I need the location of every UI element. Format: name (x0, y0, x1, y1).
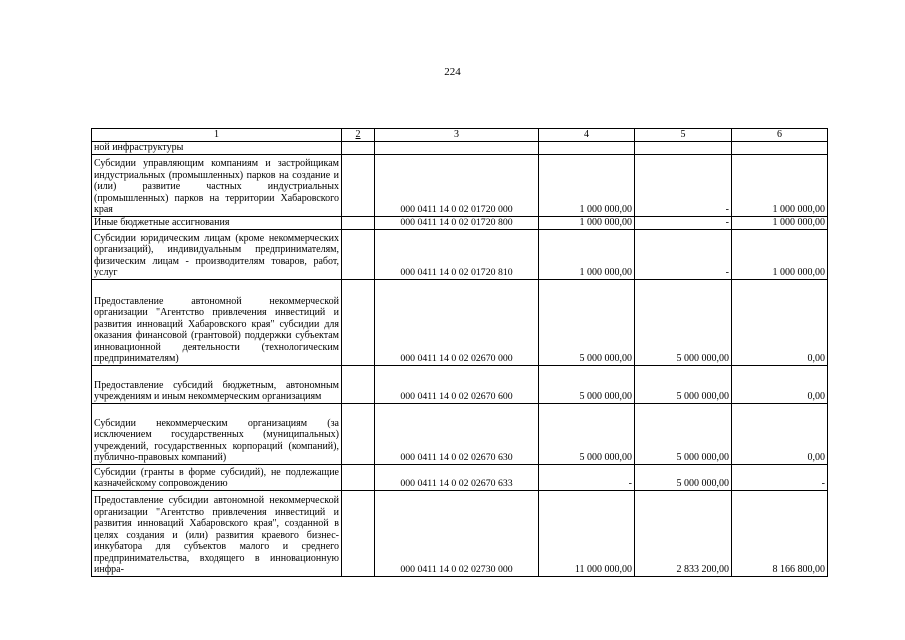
row-code (375, 142, 539, 155)
table-row (92, 464, 828, 490)
row-code: 000 0411 14 0 02 02670 600 (375, 365, 539, 403)
row-col4-amount: 11 000 000,00 (539, 490, 635, 576)
row-description: Иные бюджетные ассигнования (92, 216, 342, 229)
row-code: 000 0411 14 0 02 02670 630 (375, 403, 539, 464)
row-code: 000 0411 14 0 02 01720 000 (375, 154, 539, 216)
row-col2 (342, 490, 375, 576)
table-row (92, 142, 828, 155)
row-col2 (342, 216, 375, 229)
row-col4-amount: - (539, 464, 635, 490)
row-col5-amount: - (635, 216, 732, 229)
column-header: 3 (375, 129, 539, 142)
table-row (92, 490, 828, 576)
row-col2 (342, 403, 375, 464)
row-col6-amount: 0,00 (732, 403, 828, 464)
row-col5-amount: - (635, 229, 732, 279)
budget-table (91, 128, 828, 577)
row-col6-amount: 0,00 (732, 365, 828, 403)
table-row (92, 154, 828, 216)
row-col6-amount: - (732, 464, 828, 490)
page-number: 224 (444, 66, 461, 78)
table-row (92, 403, 828, 464)
row-code: 000 0411 14 0 02 01720 800 (375, 216, 539, 229)
column-header: 1 (92, 129, 342, 142)
column-header: 2 (342, 129, 375, 142)
row-col5-amount: 5 000 000,00 (635, 464, 732, 490)
row-code: 000 0411 14 0 02 01720 810 (375, 229, 539, 279)
row-col4-amount: 5 000 000,00 (539, 365, 635, 403)
row-col4-amount: 1 000 000,00 (539, 154, 635, 216)
row-col2 (342, 464, 375, 490)
row-col5-amount: 5 000 000,00 (635, 403, 732, 464)
row-col5-amount: - (635, 154, 732, 216)
table-row (92, 365, 828, 403)
row-code: 000 0411 14 0 02 02670 633 (375, 464, 539, 490)
row-code: 000 0411 14 0 02 02670 000 (375, 279, 539, 365)
row-col2 (342, 279, 375, 365)
row-description: Субсидии управляющим компаниям и застройщикам индустриальных (промышленных) парков на создание и (или) развитие частных индустриальных (промышленных) парков на территории Хабаровского края (92, 154, 342, 216)
column-header: 5 (635, 129, 732, 142)
row-col5-amount: 5 000 000,00 (635, 365, 732, 403)
row-col4-amount: 1 000 000,00 (539, 229, 635, 279)
row-description: Субсидии некоммерческим организациям (за исключением государственных (муниципальных) учреждений, государственных корпораций (компаний), публично-правовых компаний) (92, 403, 342, 464)
row-col4-amount (539, 142, 635, 155)
row-col2 (342, 365, 375, 403)
table-row (92, 279, 828, 365)
table-row (92, 216, 828, 229)
row-code: 000 0411 14 0 02 02730 000 (375, 490, 539, 576)
column-header: 6 (732, 129, 828, 142)
row-description: ной инфраструктуры (92, 142, 342, 155)
row-description: Предоставление субсидии автономной некоммерческой организации "Агентство привлечения инвестиций и развития инноваций Хабаровского края", созданной в целях создания и (или) развития краевого бизнес-инкубатора для субъектов малого и среднего предпринимательства, входящего в инновационную инфра- (92, 490, 342, 576)
column-header: 4 (539, 129, 635, 142)
table-row (92, 229, 828, 279)
row-col6-amount: 0,00 (732, 279, 828, 365)
row-col4-amount: 1 000 000,00 (539, 216, 635, 229)
row-col2 (342, 142, 375, 155)
row-description: Субсидии (гранты в форме субсидий), не подлежащие казначейскому сопровождению (92, 464, 342, 490)
row-col2 (342, 154, 375, 216)
row-col5-amount: 5 000 000,00 (635, 279, 732, 365)
row-col6-amount: 1 000 000,00 (732, 154, 828, 216)
row-col6-amount (732, 142, 828, 155)
row-description: Субсидии юридическим лицам (кроме некоммерческих организаций), индивидуальным предпринимателям, физическим лицам - производителям товаров, работ, услуг (92, 229, 342, 279)
row-col4-amount: 5 000 000,00 (539, 403, 635, 464)
row-col6-amount: 1 000 000,00 (732, 229, 828, 279)
row-description: Предоставление субсидий бюджетным, автономным учреждениям и иным некоммерческим организациям (92, 365, 342, 403)
row-col5-amount (635, 142, 732, 155)
row-col4-amount: 5 000 000,00 (539, 279, 635, 365)
row-col2 (342, 229, 375, 279)
row-col5-amount: 2 833 200,00 (635, 490, 732, 576)
row-col6-amount: 1 000 000,00 (732, 216, 828, 229)
row-description: Предоставление автономной некоммерческой организации "Агентство привлечения инвестиций и развития инноваций Хабаровского края" субсидии для оказания финансовой (грантовой) поддержки субъектам инновационной деятельности (технологическим предпринимателям) (92, 279, 342, 365)
row-col6-amount: 8 166 800,00 (732, 490, 828, 576)
table-header-row (92, 129, 828, 142)
